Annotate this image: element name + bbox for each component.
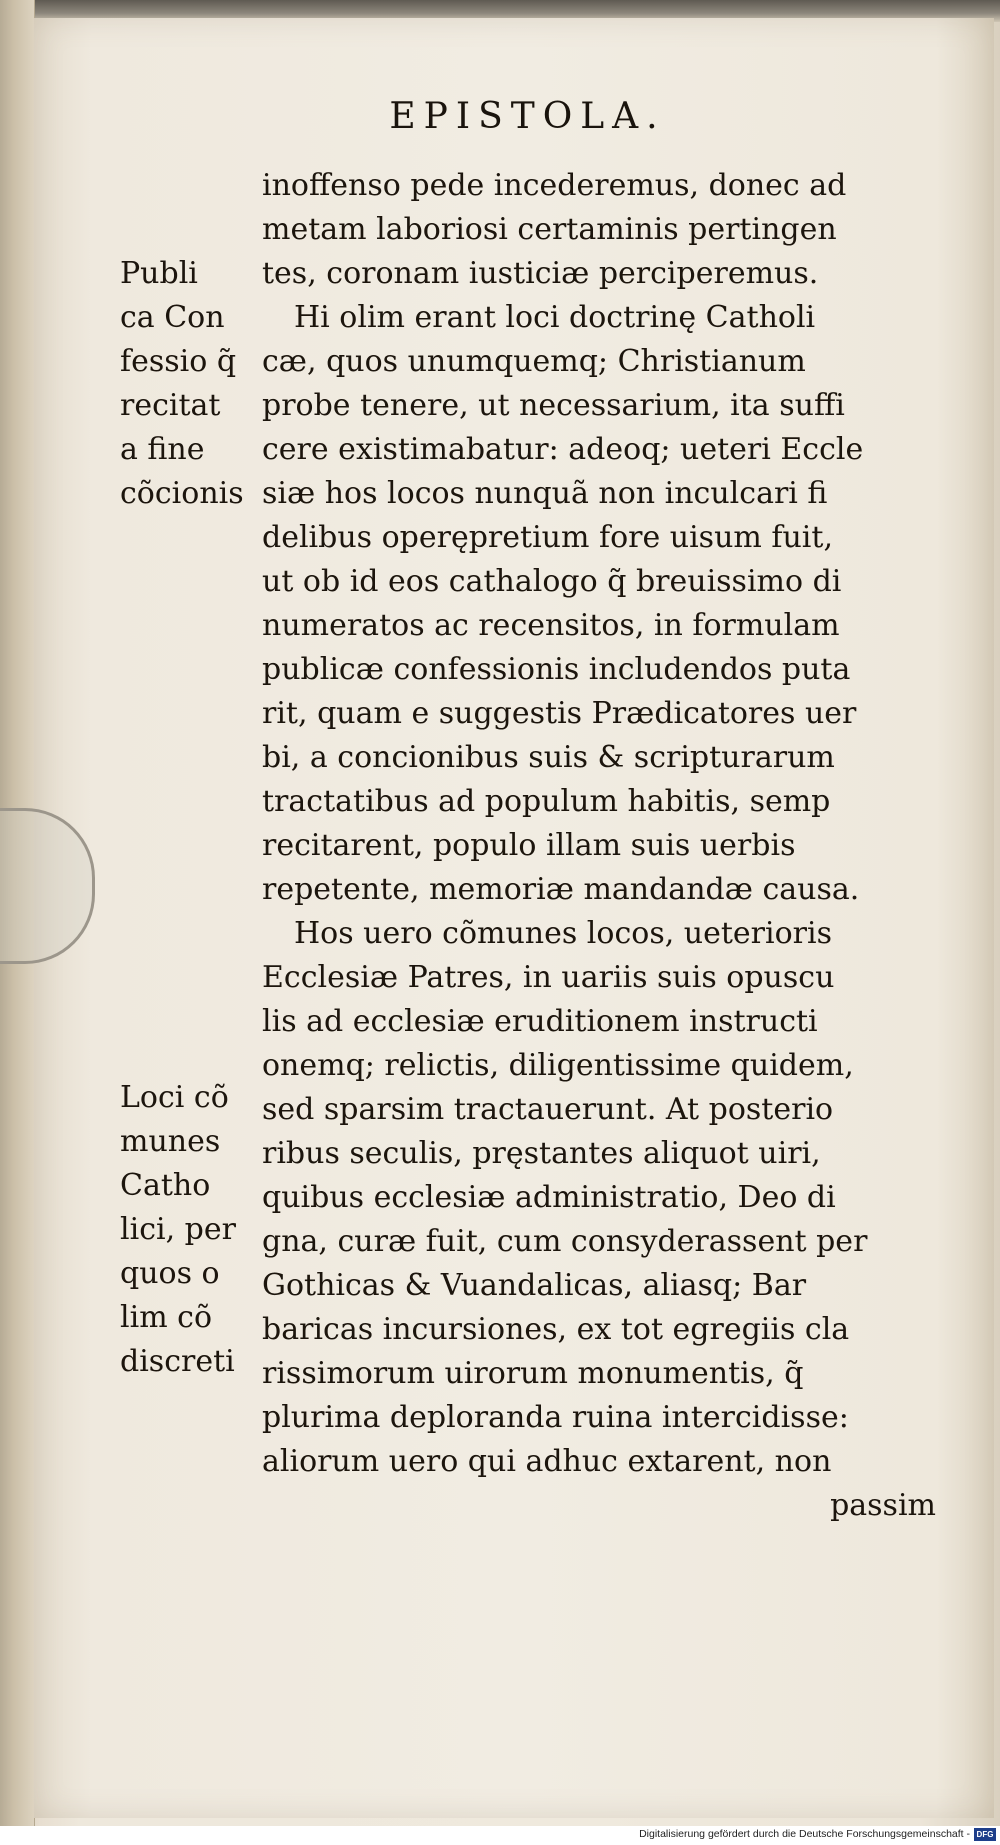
text-line: Ecclesiæ Patres, in uariis suis opuscu bbox=[262, 960, 835, 995]
body-text bbox=[262, 164, 942, 1528]
text-line: aliorum uero qui adhuc extarent, non bbox=[262, 1444, 832, 1479]
text-line: probe tenere, ut necessarium, ita suffi bbox=[262, 388, 845, 423]
margin-line: recitat bbox=[120, 388, 221, 423]
text-line: plurima deploranda ruina intercidisse: bbox=[262, 1400, 849, 1435]
text-line: bi, a concionibus suis & scripturarum bbox=[262, 740, 835, 775]
margin-line: fessio q̃ bbox=[120, 344, 237, 379]
text-line: cæ, quos unumquemq; Christianum bbox=[262, 344, 806, 379]
text-line: baricas incursiones, ex tot egregiis cla bbox=[262, 1312, 850, 1347]
digitization-credit: Digitalisierung gefördert durch die Deutsche Forschungsgemeinschaft - bbox=[639, 1828, 970, 1840]
margin-line: Catho bbox=[120, 1168, 211, 1203]
text-line: numeratos ac recensitos, in formulam bbox=[262, 608, 840, 643]
margin-line: Loci cõ bbox=[120, 1080, 229, 1115]
margin-line: lim cõ bbox=[120, 1300, 213, 1335]
text-line: ut ob id eos cathalogo q̃ breuissimo di bbox=[262, 564, 842, 599]
dfg-logo-icon: DFG bbox=[974, 1828, 996, 1841]
text-line: Hi olim erant loci doctrinę Catholi bbox=[294, 300, 816, 335]
text-line: delibus operępretium fore uisum fuit, bbox=[262, 520, 833, 555]
page-heading: EPISTOLA. bbox=[389, 96, 666, 137]
text-line: recitarent, populo illam suis uerbis bbox=[262, 828, 796, 863]
margin-line: cõcionis bbox=[120, 476, 244, 511]
margin-line: Publi bbox=[120, 256, 198, 291]
margin-note-public-confession bbox=[120, 252, 255, 516]
text-line: siæ hos locos nunquã non inculcari fi bbox=[262, 476, 828, 511]
text-line: rissimorum uirorum monumentis, q̃ bbox=[262, 1356, 804, 1391]
text-line: rit, quam e suggestis Prædicatores uer bbox=[262, 696, 857, 731]
text-line: lis ad ecclesiæ eruditionem instructi bbox=[262, 1004, 818, 1039]
margin-line: lici, per bbox=[120, 1212, 236, 1247]
text-line: repetente, memoriæ mandandæ causa. bbox=[262, 872, 860, 907]
margin-line: discreti bbox=[120, 1344, 235, 1379]
margin-note-common-places bbox=[120, 1076, 255, 1384]
catchword: passim bbox=[830, 1488, 936, 1523]
text-line: metam laboriosi certaminis pertingen bbox=[262, 212, 837, 247]
margin-line: a fine bbox=[120, 432, 205, 467]
text-line: sed sparsim tractauerunt. At posterio bbox=[262, 1092, 834, 1127]
margin-line: quos o bbox=[120, 1256, 220, 1291]
margin-line: ca Con bbox=[120, 300, 225, 335]
text-line: ribus seculis, pręstantes aliquot uiri, bbox=[262, 1136, 821, 1171]
margin-line: munes bbox=[120, 1124, 221, 1159]
text-line: Gothicas & Vuandalicas, aliasq; Bar bbox=[262, 1268, 807, 1303]
text-line: publicæ confessionis includendos puta bbox=[262, 652, 851, 687]
text-line: quibus ecclesiæ administratio, Deo di bbox=[262, 1180, 836, 1215]
text-line: cere existimabatur: adeoq; ueteri Eccle bbox=[262, 432, 864, 467]
text-line: tractatibus ad populum habitis, semp bbox=[262, 784, 831, 819]
text-line: tes, coronam iusticiæ perciperemus. bbox=[262, 256, 819, 291]
text-line: gna, curæ fuit, cum consyderassent per bbox=[262, 1224, 868, 1259]
text-line: inoffenso pede incederemus, donec ad bbox=[262, 168, 847, 203]
text-line: onemq; relictis, diligentissime quidem, bbox=[262, 1048, 854, 1083]
text-line: Hos uero cõmunes locos, ueterioris bbox=[294, 916, 833, 951]
